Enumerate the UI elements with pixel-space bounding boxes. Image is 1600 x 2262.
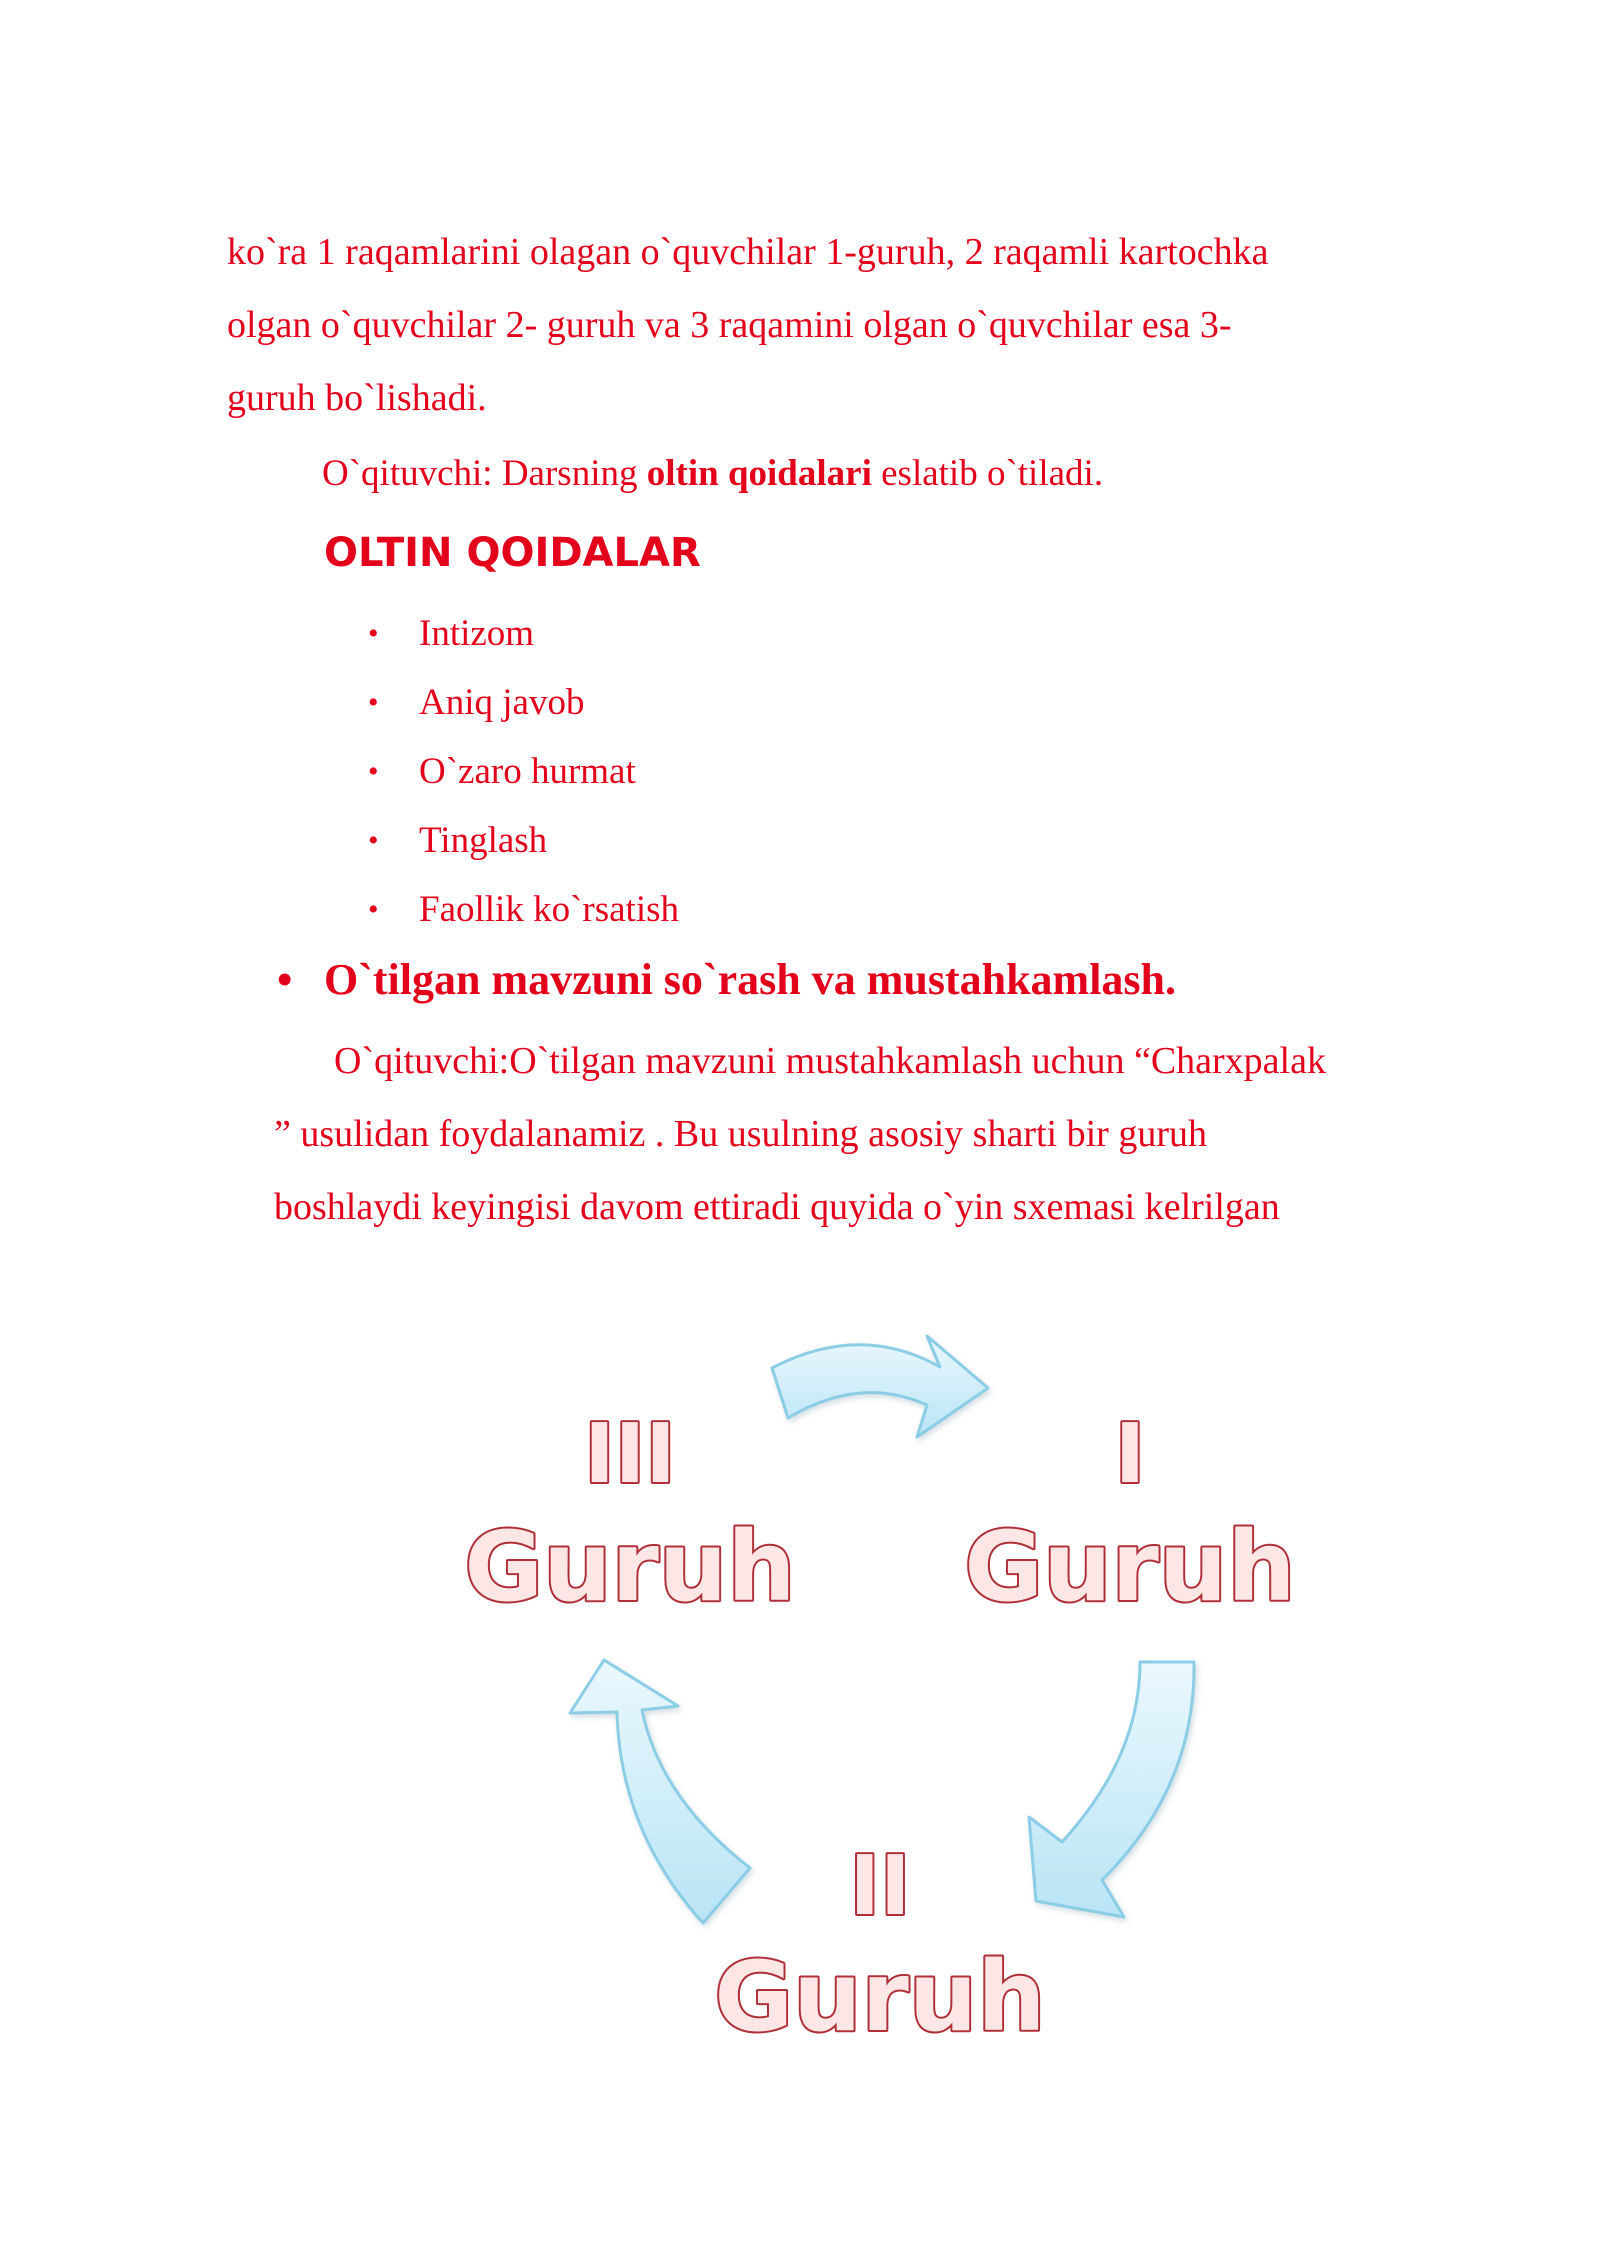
rule-item-label: Tinglash [419, 820, 548, 861]
rule-item-label: O`zaro hurmat [419, 751, 636, 792]
group-ii-label: Guruh [714, 1941, 1046, 2053]
rule-item-label: Aniq javob [419, 682, 585, 723]
paragraph-1-line-1: ko`ra 1 raqamlarini olagan o`quvchilar 1-guruh, 2 raqamli kartochka [227, 231, 1269, 273]
bullet-icon: • [368, 755, 379, 788]
group-i-label: Guruh [964, 1511, 1296, 1623]
rules-heading: OLTIN QOIDALAR [324, 530, 701, 576]
bullet-icon: • [368, 824, 379, 857]
section-title-text: O`tilgan mavzuni so`rash va mustahkamlash. [324, 955, 1177, 1004]
group-iii-label: Guruh [464, 1511, 796, 1623]
paragraph-1-line-2: olgan o`quvchilar 2- guruh va 3 raqamini olgan o`quvchilar esa 3- [227, 304, 1232, 346]
paragraph-2-line-2: ” usulidan foydalanamiz . Bu usulning asosiy sharti bir guruh [274, 1113, 1207, 1155]
arrow-ii-to-iii [570, 1660, 750, 1923]
arrow-iii-to-i [772, 1336, 988, 1437]
section-title [277, 955, 1177, 1004]
arrow-i-to-ii [1029, 1662, 1194, 1917]
golden-rules-emphasis: oltin qoidalari [646, 453, 872, 494]
bullet-icon: • [368, 893, 379, 926]
bullet-icon: • [368, 617, 379, 650]
rule-item-label: Intizom [419, 613, 535, 654]
rule-item-label: Faollik ko`rsatish [419, 889, 680, 930]
bullet-icon: • [368, 686, 379, 719]
teacher-line [322, 455, 1103, 492]
bullet-icon: • [277, 955, 293, 1004]
group-ii-numeral: II [849, 1839, 911, 1934]
paragraph-2-line-3: boshlaydi keyingisi davom ettiradi quyida o`yin sxemasi kelrilgan [274, 1186, 1280, 1228]
teacher-line-prefix: O`qituvchi: Darsning [322, 453, 647, 494]
group-iii-numeral: III [584, 1407, 676, 1502]
group-i-numeral: I [1114, 1407, 1146, 1502]
teacher-line-suffix: eslatib o`tiladi. [871, 453, 1104, 494]
paragraph-1-line-3: guruh bo`lishadi. [227, 377, 487, 419]
paragraph-2-line-1: O`qituvchi:O`tilgan mavzuni mustahkamlash uchun “Charxpalak [334, 1040, 1326, 1082]
